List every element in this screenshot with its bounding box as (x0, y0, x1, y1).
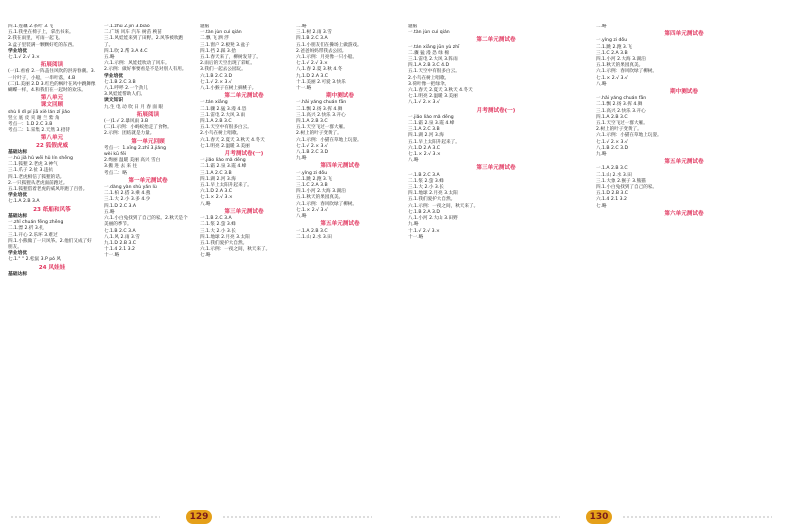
footer-dots-right (222, 516, 372, 518)
answer-line: 三.1.树 2.雨 3.雪 (296, 30, 332, 36)
footer-dots-right (622, 516, 772, 518)
footer-dots-left (10, 516, 160, 518)
right-page (400, 0, 800, 532)
answer-line: 十.1.美丽 2.可爱 3.快乐 (296, 79, 346, 85)
answer-line: 2.小鸟在树上唱歌。 (200, 131, 242, 137)
answer-line: 五.1.秋天的果园真美。 (596, 63, 644, 69)
answer-line: 四.1.A 2.B 3.C (200, 119, 232, 125)
answer-line: 六.1.示例：春风吹绿了柳树。 (296, 201, 357, 207)
answer-line: 七.1.√ 2.√ 3.× (8, 55, 40, 61)
answer-line: 二.1.漂 2.折 3.扎 (8, 226, 44, 232)
answer-line: 二.1.山 2.水 3.田 (296, 234, 332, 240)
section-heading: 期中测试卷 (326, 93, 354, 100)
section-heading: 第四单元测试卷 (664, 31, 704, 38)
answer-line: 六.1.示例：一夜之间，秋天来了。 (200, 247, 271, 253)
answer-line: 七.1.A 2.B 3.A (8, 199, 40, 205)
answer-line: 六.1.示例：风娃娃吹动了风车。 (104, 61, 170, 67)
answer-line: 四.1.A 2.B 3.C 4.D (408, 63, 450, 69)
answer-line: 二.1.跳 2.跑 3.飞 (596, 44, 632, 50)
answer-line: 二.1.浆 2.萤 3.蜂 (408, 178, 444, 184)
section-heading: 第三单元测试卷 (224, 208, 264, 215)
answer-line: 四.1.A 2.B 3.C (596, 114, 628, 120)
answer-line: 一.1.B 2.C 3.A (408, 172, 440, 178)
subsection-label: 基础达标 (8, 271, 28, 277)
page-number: 129 (186, 510, 212, 524)
section-heading: 第四单元测试卷 (320, 163, 360, 170)
section-heading: 第六单元测试卷 (664, 210, 704, 217)
answer-line: 七.1.× 2.√ 3.√ (296, 207, 328, 213)
answer-line: 六.1.4 2.1 3.2 (596, 197, 627, 203)
page-number: 130 (586, 510, 612, 524)
answer-line: 四.1.挡 2.踩 3.拾 (200, 48, 236, 54)
answer-line: 六.1.示例：春风吹绿了柳树。 (596, 69, 657, 75)
answer-line: 六.1.示例：月亮像一只小船。 (296, 55, 357, 61)
section-heading: 24 风娃娃 (38, 264, 66, 271)
answer-line: 三.1.大 2.小 3.长 (408, 185, 444, 191)
answer-line: 二.1.柏 2.搭 3.乘 4.燕 (104, 191, 151, 197)
answer-line: (二)1.示例：小蚂蚁抬走了食物。 (104, 125, 172, 131)
answer-line: 七.1.B 2.C 3.A (104, 228, 136, 234)
answer-line: 十.1.4 2.1 3.2 (104, 247, 135, 253)
answer-line: 八.略 (596, 81, 607, 87)
answer-line: 一.dàng yàn shù yǎn lù (104, 185, 157, 191)
answer-line: 三.1.高兴 2.快乐 3.开心 (296, 112, 346, 118)
answer-line: 七.1.× 2.√ 3.× (200, 195, 233, 201)
answer-line: 一.1.B 2.C 3.A (200, 216, 232, 222)
answer-line: 2.树上的叶子变黄了。 (296, 131, 342, 137)
answer-line: 八.1.√ 2.× 3.√ (408, 100, 440, 106)
answer-line: 十.1.√ 2.√ 3.× (408, 228, 440, 234)
answer-line: 十一.略 (296, 86, 312, 92)
subsection-label: 学业培优 (8, 193, 28, 199)
answer-line: 三.1.A 2.C 3.B (408, 127, 440, 133)
answer-line: 五.1.早上太阳升起来了。 (408, 139, 460, 145)
answer-line: 三.1.大象 2.猴子 3.熊猫 (596, 178, 646, 184)
answer-line: 二.1.山 2.水 3.田 (596, 172, 632, 178)
answer-line: 一.hǎi yáng chuán fān (296, 100, 347, 106)
answer-line: 五.略 (104, 55, 115, 61)
answer-line: 八.略 (200, 201, 211, 207)
answer-line: (一)1.看看 2.一阵盖住风吹的洪涛春潮。3.一片叶子，小船，一串叶落，4.B (8, 69, 96, 81)
answer-line: 四.1.吹 2.帮 3.A 4.C (104, 48, 148, 54)
answer-line: 五.略 (104, 209, 115, 215)
answer-line: 二.1.飘 2.扬 3.挥 4.舞 (296, 106, 343, 112)
subsection-label: 学业培优 (104, 73, 124, 79)
answer-line: 五.1.D 2.B 3.C (596, 191, 629, 197)
answer-line: 四.1.小白兔找到了自己的家。 (596, 185, 657, 191)
answer-line: 一.tán xiāng jūn yù zhī (408, 44, 460, 50)
subsection-label: 基础达标 (8, 213, 28, 219)
answer-line: 四.1.湖 2.河 3.海 (200, 176, 236, 182)
answer-line: 二.1.霜 2.泉 3.霞 4.峰 (200, 164, 247, 170)
answer-line: 九.略 (596, 152, 607, 158)
answer-line: 一.jiǎo liào mǎ dēng (200, 158, 246, 164)
answer-line: 考点二：1.采集 2.天然 3.招待 (8, 128, 71, 134)
answer-line: 六.1.示例：小猫在草地上玩耍。 (596, 133, 662, 139)
answer-line: 八.1.B 2.C 3.D (596, 145, 629, 151)
answer-line: 五.1.狐狸借着老虎的威风吓跑了百兽。 (8, 187, 88, 193)
section-heading: 月考测试卷(一) (224, 151, 264, 158)
answer-line: 一.tàn jùn cuì qián (408, 30, 450, 36)
answer-line: 一.1.A 2.B 3.C (296, 228, 328, 234)
answer-line: 一.tán xiāng (200, 100, 228, 106)
answer-line: (一)1.√ 2.暴风雨 3.B (104, 119, 149, 125)
answer-line: 九.生 电 动 吹 日 月 春 面 眼 (104, 104, 164, 110)
section-heading: 第八单元 (40, 135, 64, 142)
answer-line: 3.搬 进 去 来 往 (104, 164, 138, 170)
answer-line: 五.1.小朋友们在操场上做游戏。 (296, 42, 362, 48)
section-heading: 23 纸船和风筝 (33, 206, 71, 213)
answer-line: 考点二：略 (104, 170, 127, 176)
answer-line: 九.略 (296, 156, 307, 162)
answer-line: 五.1.天空飞过一群大雁。 (296, 125, 348, 131)
answer-line: 一.zhǐ chuán fēng zhēng (8, 220, 64, 226)
answer-line: 2.爸爸妈妈带我去公园。 (296, 48, 347, 54)
subsection-label: 学业培优 (8, 48, 28, 54)
answer-line: 二.1.跳 2.跑 3.飞 (296, 176, 332, 182)
answer-line: 七.1.明亮 2.温暖 3.美丽 (200, 143, 250, 149)
answer-line: 十一.略 (104, 253, 120, 259)
answer-line: 四.1.地球 2.月亮 3.太阳 (408, 191, 458, 197)
answer-line: 五.1.我们爱护大自然。 (408, 197, 456, 203)
section-heading: 第二单元测试卷 (476, 37, 516, 44)
answer-line: 2.示例：做好事要看是不是对别人有用。 (104, 67, 187, 73)
answer-line: 3.我们一起去公园玩。 (200, 67, 246, 73)
answer-line: 2.示例：团结就是力量。 (104, 131, 155, 137)
answer-line: 八.1.小河 2.大山 3.田野 (408, 216, 458, 222)
answer-line: 一.yǐng zi dǒu (596, 38, 628, 44)
section-heading: 拓展阅读 (40, 62, 64, 69)
answer-line: 四.1.老虎相信了狐狸的话。 (8, 174, 65, 180)
answer-line: 七.1.明亮 2.温暖 3.美丽 (408, 94, 458, 100)
section-heading: 月考测试卷(一) (476, 107, 516, 114)
answer-line: 五.1.天空飞过一群大雁。 (596, 121, 648, 127)
column-2 (104, 24, 192, 506)
answer-line: 八.1.小猴子在树上摘桃子。 (200, 86, 257, 92)
answer-line: 四.1.小河 2.大海 3.湖泊 (296, 189, 346, 195)
answer-line: 二.1.浆 2.萤 3.蜂 (200, 222, 236, 228)
answer-line: 六.1.示例：一夜之间，秋天来了。 (408, 203, 479, 209)
answer-line: 三.1.大 2.小 3.多 4.少 (104, 197, 151, 203)
answer-line: 六.1.D 2.A 3.C (408, 145, 441, 151)
answer-line: 四.1.B 2.C 3.A (296, 36, 328, 42)
answer-line: 七.略 (200, 253, 211, 259)
answer-line: 二.略 (296, 24, 307, 29)
answer-line: 3.风娃娃帮助人们。 (104, 92, 146, 98)
answer-line: 九.略 (408, 222, 419, 228)
footer-dots-left (410, 516, 560, 518)
answer-line: 三.1.C 2.A 3.B (296, 183, 328, 189)
column-2 (596, 24, 772, 506)
answer-line: 七.1.√ 2.× 3.√ (200, 79, 232, 85)
answer-line: 考点一：1.xīng 2.zhī 3.jiǎng (104, 145, 167, 151)
answer-line: 三.1.A 2.C 3.B (200, 170, 232, 176)
answer-line: 四.1.D 2.C 3.A (104, 203, 137, 209)
answer-line: 六.1.春天 2.夏天 3.秋天 4.冬天 (408, 88, 473, 94)
answer-line: 二.1.飘 2.扬 3.挥 4.舞 (596, 102, 643, 108)
answer-line: 2.树上的叶子变黄了。 (596, 127, 642, 133)
answer-line: 七.1.× 2.√ 3.√ (596, 75, 628, 81)
answer-line: 七.1.√ 2.× 3.√ (296, 143, 328, 149)
answer-line: 三.1.开心 2.乐坏 3.难过 (8, 232, 58, 238)
answer-line: 二.1.狐狸 2.老虎 3.神气 (8, 162, 58, 168)
answer-line: 二.1.霜 2.泉 3.霞 4.峰 (408, 121, 455, 127)
answer-line: 四.1.地球 2.月亮 3.太阳 (200, 234, 250, 240)
column-3 (200, 24, 288, 506)
column-1 (8, 24, 96, 506)
answer-line: 三.1.雷电 2.大风 3.雨 (200, 112, 246, 118)
answer-line: 八.1.春 2.夏 3.秋 4.冬 (296, 67, 343, 73)
answer-line: 五.1.春天来了，柳树发芽了。 (200, 55, 261, 61)
answer-line: 竖立 底 皮 夹 谢 兰 紫 角 (8, 115, 60, 121)
answer-line: 三.1.高兴 2.快乐 3.开心 (596, 108, 646, 114)
answer-line: 六.1.D 2.A 3.C (200, 189, 233, 195)
answer-line: 五.1.秋天的果园真美。 (296, 195, 344, 201)
answer-line: 五.1.天空中有很多白云。 (200, 125, 252, 131)
answer-line: 一.hǎi yáng chuán fān (596, 96, 647, 102)
answer-line: 八.略 (296, 214, 307, 220)
section-heading: 第一单元测试卷 (128, 177, 168, 184)
answer-line: 七.1.× 2.√ 3.× (408, 152, 441, 158)
answer-line: 2.小鸟在树上唱歌。 (408, 75, 450, 81)
answer-line: 一.jiǎo liào mǎ dēng (408, 114, 454, 120)
section-heading: 期中测试卷 (670, 89, 698, 96)
subsection-label: 基础达标 (8, 149, 28, 155)
answer-line: 七.1.√ 2.× 3.√ (596, 139, 628, 145)
answer-line: 二.略 (596, 24, 607, 29)
answer-line: 七.1.B 2.C 3.B (104, 79, 136, 85)
column-1 (408, 24, 584, 506)
answer-line: 七.1.√ 2.√ 3.× (296, 61, 328, 67)
answer-line: 三.1.雷电 2.大风 3.阵雨 (408, 57, 458, 63)
answer-line: 二.1.骤 2.猛 3.漫 4.恐 (200, 106, 247, 112)
answer-line: 七.1." " 2.松鼠 3.P pó 风 (8, 257, 62, 263)
answer-line: 五.1.我坐在椅子上，拿出书来。 (8, 30, 74, 36)
answer-line: 一.hú jiǎ hǔ wēi hǔ lín shēng (8, 156, 73, 162)
answer-line: 2.一只狐狸从老虎面前跑过。 (8, 180, 68, 186)
section-heading: 第五单元测试卷 (320, 221, 360, 228)
answer-line: 三.1.风娃娃来到了田野。2.风筝被吹跑了。 (104, 36, 184, 48)
answer-line: 八.1.风 2.雨 3.雪 (104, 234, 140, 240)
section-heading: 第五单元测试卷 (664, 159, 704, 166)
answer-line: 三.1.窗户 2.板凳 3.盆子 (200, 42, 250, 48)
answer-line: 一.yǐng zi dǒu (296, 170, 328, 176)
answer-line: 3.荷叶像一把绿伞。 (408, 81, 450, 87)
answer-line: 四.1.小熊做了一只风筝。2.他们又成了好朋友。 (8, 238, 92, 250)
answer-line: 四.1.A 2.B 3.C (296, 119, 328, 125)
answer-line: 八.1.呼呼 2.一个劲儿 (104, 86, 148, 92)
section-heading: 课文回顾 (40, 102, 64, 109)
section-heading: 第一单元回顾 (131, 138, 165, 145)
answer-line: 三.1.C 2.A 3.B (596, 50, 628, 56)
answer-line: 六.1.示例：小猫在草地上玩耍。 (296, 137, 362, 143)
column-4 (296, 24, 384, 506)
answer-line: 五.1.我们爱护大自然。 (200, 240, 248, 246)
answer-line: 八.略 (408, 158, 419, 164)
answer-line: 六.1.B 2.C 3.D (200, 73, 233, 79)
answer-line: 二.飘 飞 洒 浮 (200, 36, 229, 42)
answer-line: 二.广场 风车 汽车 树苗 秧苗 (104, 30, 162, 36)
answer-line: 考点一：1.D 2.C 3.B (8, 122, 53, 128)
answer-line: 2.绚丽 温暖 美丽 高兴 雪白 (104, 158, 161, 164)
answer-line: 七.1.B 2.A 3.D (408, 209, 440, 215)
subsection-label: 读文知识 (104, 98, 124, 104)
answer-line: 五.1.天空中有很多白云。 (408, 69, 460, 75)
answer-line: 六.1.小白兔找到了自己的家。2.秋天是个美丽的季节。 (104, 216, 188, 228)
answer-line: 八.1.B 2.C 3.D (296, 150, 329, 156)
answer-line: 三.1.大 2.小 3.长 (200, 228, 236, 234)
answer-line: 四.1.小河 2.大海 3.湖泊 (596, 57, 646, 63)
answer-line: 四.1.莲藕 2.茶叶 3.飞 (8, 24, 54, 29)
answer-line: 九.1.D 2.A 3.C (296, 73, 329, 79)
answer-line: 一.tàn jùn cuì qián (200, 30, 242, 36)
section-heading: 第八单元 (40, 95, 64, 102)
answer-line: 二.骤 猛 漫 恐 绿 棉 (408, 50, 449, 56)
answer-line: 一.1.zhú 2.jīn 3.biāo (104, 24, 150, 29)
answer-line: 十一.略 (408, 234, 424, 240)
section-heading: 22 狐假虎威 (35, 142, 69, 149)
section-heading: 拓展阅读 (136, 111, 160, 118)
answer-line: 题脑 (408, 24, 418, 29)
answer-line: 九.1.D 2.B 3.C (104, 240, 137, 246)
section-heading: 第三单元测试卷 (476, 165, 516, 172)
answer-line: 七.略 (596, 203, 607, 209)
answer-line: 四.1.湖 2.河 3.海 (408, 133, 444, 139)
answer-line: 2.雨后的天空出现了彩虹。 (200, 61, 255, 67)
section-heading: 第二单元测试卷 (224, 93, 264, 100)
answer-line: 五.1.早上太阳升起来了。 (200, 183, 252, 189)
answer-line: wèi kū fēi (104, 152, 127, 158)
answer-line: 三.1.爪子 2.扯 3.违抗 (8, 168, 54, 174)
answer-line: 2.我在雨里，可雨一起飞。 (8, 36, 63, 42)
answer-line: 一.1.A 2.B 3.C (596, 166, 628, 172)
answer-line: 题脑 (200, 24, 210, 29)
answer-line: 3.盒子里装满一颗颗好吃的东西。 (8, 42, 77, 48)
subsection-label: 学业培优 (8, 251, 28, 257)
answer-line: (二)1.美丽 2.D 3.红色的枫叶在风中跳舞像蝴蝶一样，4.和我们在一起时的欢乐。 (8, 81, 96, 94)
answer-line: 六.1.春天 2.夏天 3.秋天 4.冬天 (200, 137, 265, 143)
answer-line: shù lì dǐ pí jiā xiè lán zǐ jiǎo (8, 109, 70, 115)
